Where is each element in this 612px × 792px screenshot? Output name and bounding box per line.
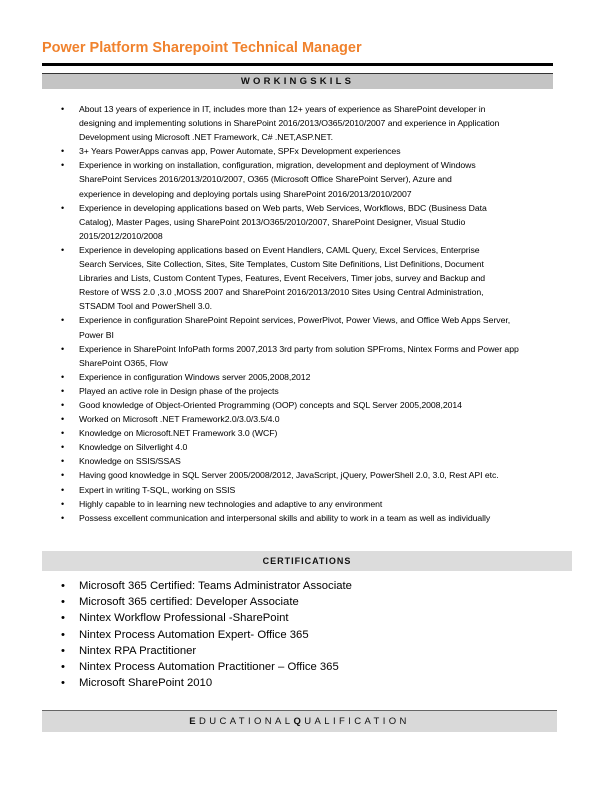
- skill-line: About 13 years of experience in IT, includes more than 12+ years of experience as SharePoint developer in: [79, 104, 486, 114]
- bullet-icon: •: [61, 385, 65, 396]
- skill-item: [0, 426, 519, 440]
- skill-item: [0, 342, 519, 370]
- bullet-icon: •: [61, 146, 65, 157]
- skill-line: Restore of WSS 2.0 ,3.0 ,MOSS 2007 and SharePoint 2016/2013/2010 Sites Using Central Administration,: [79, 287, 484, 298]
- title-divider: [42, 63, 553, 66]
- certification-item: [0, 643, 352, 659]
- skill-item: [0, 370, 519, 384]
- bullet-icon: •: [61, 596, 65, 609]
- skill-item: [0, 483, 519, 497]
- skill-line: Experience in developing applications based on Web parts, Web Services, Workflows, BDC (Business Data: [79, 202, 487, 213]
- skill-line: STSADM Tool and PowerShell 3.0.: [79, 301, 213, 312]
- heading-text: UALIFICATION: [304, 716, 410, 727]
- certifications-list: [0, 578, 352, 691]
- skill-line: 3+ Years PowerApps canvas app, Power Automate, SPFx Development experiences: [79, 146, 401, 157]
- section-header-education: [42, 710, 557, 732]
- certification-name: Nintex Process Automation Practitioner – Office 365: [79, 661, 339, 674]
- skill-line: Experience in SharePoint InfoPath forms 2007,2013 3rd party from solution SPFroms, Nintex Forms and Power app: [79, 343, 519, 354]
- bullet-icon: •: [61, 498, 65, 509]
- bullet-icon: •: [61, 442, 65, 453]
- heading-initial: Q: [293, 716, 305, 727]
- certification-name: Microsoft 365 certified: Developer Associate: [79, 596, 299, 609]
- section-header-certifications: CERTIFICATIONS: [42, 551, 572, 571]
- skill-line: Power BI: [79, 329, 114, 340]
- skill-item: [0, 313, 519, 341]
- skill-item: [0, 454, 519, 468]
- certification-item: [0, 627, 352, 643]
- skill-line: Libraries and Lists, Custom Content Types, Features, Event Receivers, Timer jobs, survey and Backup and: [79, 273, 486, 284]
- bullet-icon: •: [61, 343, 65, 354]
- bullet-icon: •: [61, 202, 65, 213]
- skill-item: [0, 511, 519, 525]
- certification-name: Nintex RPA Practitioner: [79, 644, 197, 657]
- bullet-icon: •: [61, 399, 65, 410]
- skills-list: [0, 102, 519, 525]
- certification-name: Microsoft 365 Certified: Teams Administrator Associate: [79, 580, 352, 592]
- resume-title: Power Platform Sharepoint Technical Manager: [42, 40, 362, 56]
- skill-line: Search Services, Site Collection, Sites, Site Templates, Custom Site Definitions, List Definitions, Document: [79, 259, 484, 270]
- bullet-icon: •: [61, 371, 65, 382]
- bullet-icon: •: [61, 470, 65, 481]
- skill-line: Possess excellent communication and interpersonal skills and ability to work in a team as well as individually: [79, 512, 491, 523]
- bullet-icon: •: [61, 315, 65, 326]
- skill-item: [0, 384, 519, 398]
- heading-text: DUCATIONAL: [198, 716, 294, 727]
- skill-line: Experience in configuration Windows server 2005,2008,2012: [79, 371, 311, 382]
- skill-item: [0, 497, 519, 511]
- bullet-icon: •: [61, 628, 65, 641]
- bullet-icon: •: [61, 512, 65, 523]
- skill-item: [0, 440, 519, 454]
- bullet-icon: •: [61, 456, 65, 467]
- skill-line: Knowledge on Silverlight 4.0: [79, 442, 188, 453]
- certification-name: Microsoft SharePoint 2010: [79, 677, 213, 690]
- bullet-icon: •: [61, 104, 65, 114]
- skill-line: Experience in developing applications based on Event Handlers, CAML Query, Excel Services, Enterprise: [79, 244, 480, 255]
- bullet-icon: •: [61, 428, 65, 439]
- bullet-icon: •: [61, 677, 65, 690]
- skill-item: [0, 158, 519, 200]
- bullet-icon: •: [61, 160, 65, 171]
- skill-line: Highly capable to in learning new technologies and adaptive to any environment: [79, 498, 383, 509]
- skill-item: [0, 468, 519, 482]
- certification-item: [0, 578, 352, 594]
- skill-line: designing and implementing solutions in SharePoint 2016/2013/O365/2010/2007 and experience in Application: [79, 118, 500, 129]
- skill-item: [0, 398, 519, 412]
- skill-line: Experience in working on installation, configuration, migration, development and deployment of Windows: [79, 160, 476, 171]
- bullet-icon: •: [61, 612, 65, 625]
- bullet-icon: •: [61, 414, 65, 425]
- skill-line: Knowledge on Microsoft.NET Framework 3.0 (WCF): [79, 428, 278, 439]
- skill-line: Worked on Microsoft .NET Framework2.0/3.0/3.5/4.0: [79, 414, 280, 425]
- heading-initial: E: [189, 716, 199, 727]
- certification-item: [0, 659, 352, 675]
- skill-item: [0, 243, 519, 313]
- skill-line: SharePoint Services 2016/2013/2010/2007, O365 (Microsoft Office SharePoint Server), Azure and: [79, 174, 452, 185]
- certification-name: Nintex Workflow Professional -SharePoint: [79, 612, 289, 625]
- skill-line: Expert in writing T-SQL, working on SSIS: [79, 484, 236, 495]
- skill-item: [0, 201, 519, 243]
- certification-item: [0, 610, 352, 626]
- certification-item: [0, 675, 352, 691]
- skill-line: SharePoint O365, Flow: [79, 357, 168, 368]
- bullet-icon: •: [61, 661, 65, 674]
- skill-line: experience in developing and deploying portals using SharePoint 2016/2013/2010/2007: [79, 188, 412, 199]
- skill-item: [0, 412, 519, 426]
- skill-line: Good knowledge of Object-Oriented Programming (OOP) concepts and SQL Server 2005,2008,2014: [79, 399, 462, 410]
- skill-line: Having good knowledge in SQL Server 2005/2008/2012, JavaScript, jQuery, PowerShell 2.0, 3.0, Rest API etc.: [79, 470, 499, 481]
- skill-line: Knowledge on SSIS/SSAS: [79, 456, 181, 467]
- skill-line: 2015/2012/2010/2008: [79, 230, 163, 241]
- bullet-icon: •: [61, 580, 65, 592]
- certification-name: Nintex Process Automation Expert- Office 365: [79, 628, 309, 641]
- bullet-icon: •: [61, 644, 65, 657]
- bullet-icon: •: [61, 484, 65, 495]
- skill-line: Catalog), Master Pages, using SharePoint 2013/O365/2010/2007, SharePoint Designer, Visual Studio: [79, 216, 466, 227]
- skill-line: Played an active role in Design phase of the projects: [79, 385, 279, 396]
- skill-line: Experience in configuration SharePoint Repoint services, PowerPivot, Power Views, and Office Web Apps Server,: [79, 315, 511, 326]
- certification-item: [0, 594, 352, 610]
- bullet-icon: •: [61, 244, 65, 255]
- skill-line: Development using Microsoft .NET Framework, C# .NET,ASP.NET.: [79, 132, 334, 143]
- skill-item: [0, 102, 519, 144]
- section-header-working-skills: WORKINGSKILS: [42, 73, 553, 89]
- skill-item: [0, 144, 519, 158]
